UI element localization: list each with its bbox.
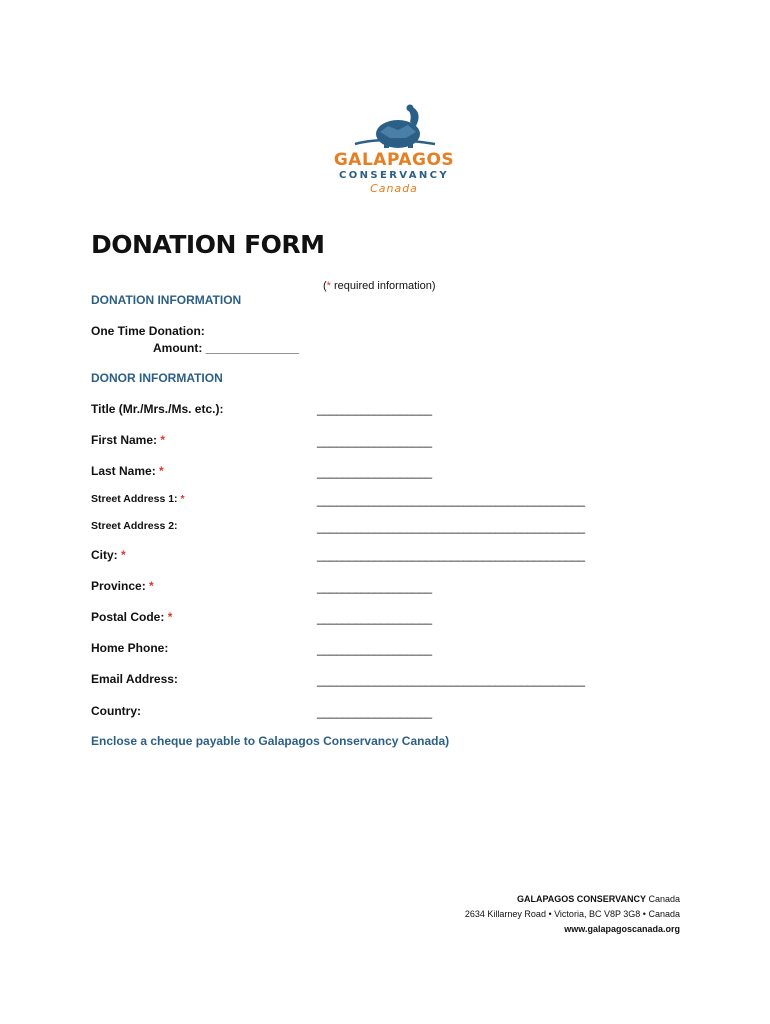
street-address-1-field[interactable]: __________________________________________: [317, 493, 585, 507]
postal-code-label: Postal Code: *: [91, 610, 173, 624]
section-donor-information: DONOR INFORMATION: [91, 371, 223, 385]
country-label: Country:: [91, 704, 141, 718]
required-note: [323, 280, 436, 292]
footer-address: 2634 Killarney Road • Victoria, BC V8P 3G8 • Canada: [464, 909, 680, 919]
province-field[interactable]: __________________: [317, 580, 432, 594]
logo-name: GALAPAGOS: [333, 150, 455, 170]
footer-website[interactable]: www.galapagoscanada.org: [564, 924, 680, 934]
logo-region: Canada: [370, 182, 418, 195]
last-name-field[interactable]: __________________: [317, 465, 432, 479]
province-label: Province: *: [91, 579, 154, 593]
required-star: *: [326, 280, 331, 292]
amount-row: [153, 341, 299, 355]
logo-subtitle: CONSERVANCY: [338, 170, 450, 181]
title-label: Title (Mr./Mrs./Ms. etc.):: [91, 402, 224, 416]
one-time-donation-label: One Time Donation:: [91, 324, 205, 338]
country-field[interactable]: __________________: [317, 705, 432, 719]
amount-field[interactable]: ______________: [205, 341, 300, 355]
required-note-text: required information): [330, 280, 436, 292]
street-address-2-label: Street Address 2:: [91, 520, 178, 532]
home-phone-label: Home Phone:: [91, 641, 169, 655]
postal-code-field[interactable]: __________________: [317, 611, 432, 625]
required-note-open: (: [323, 280, 327, 292]
email-address-label: Email Address:: [91, 672, 178, 686]
section-donation-information: DONATION INFORMATION: [91, 293, 242, 307]
street-address-1-label: Street Address 1: *: [91, 493, 185, 505]
footer-org: GALAPAGOS CONSERVANCY Canada: [516, 894, 680, 904]
amount-label: Amount:: [153, 341, 203, 355]
first-name-field[interactable]: __________________: [317, 434, 432, 448]
first-name-label: First Name: *: [91, 433, 166, 447]
footer: [465, 892, 680, 937]
cheque-instruction: Enclose a cheque payable to Galapagos Conservancy Canada): [91, 734, 450, 748]
city-field[interactable]: __________________________________________: [317, 548, 585, 562]
tortoise-icon: [330, 96, 460, 156]
email-address-field[interactable]: __________________________________________: [317, 673, 585, 687]
street-address-2-field[interactable]: __________________________________________: [317, 520, 585, 534]
city-label: City: *: [91, 548, 126, 562]
title-field[interactable]: __________________: [317, 402, 432, 416]
page-title: DONATION FORM: [91, 230, 325, 259]
last-name-label: Last Name: *: [91, 464, 164, 478]
home-phone-field[interactable]: __________________: [317, 642, 432, 656]
